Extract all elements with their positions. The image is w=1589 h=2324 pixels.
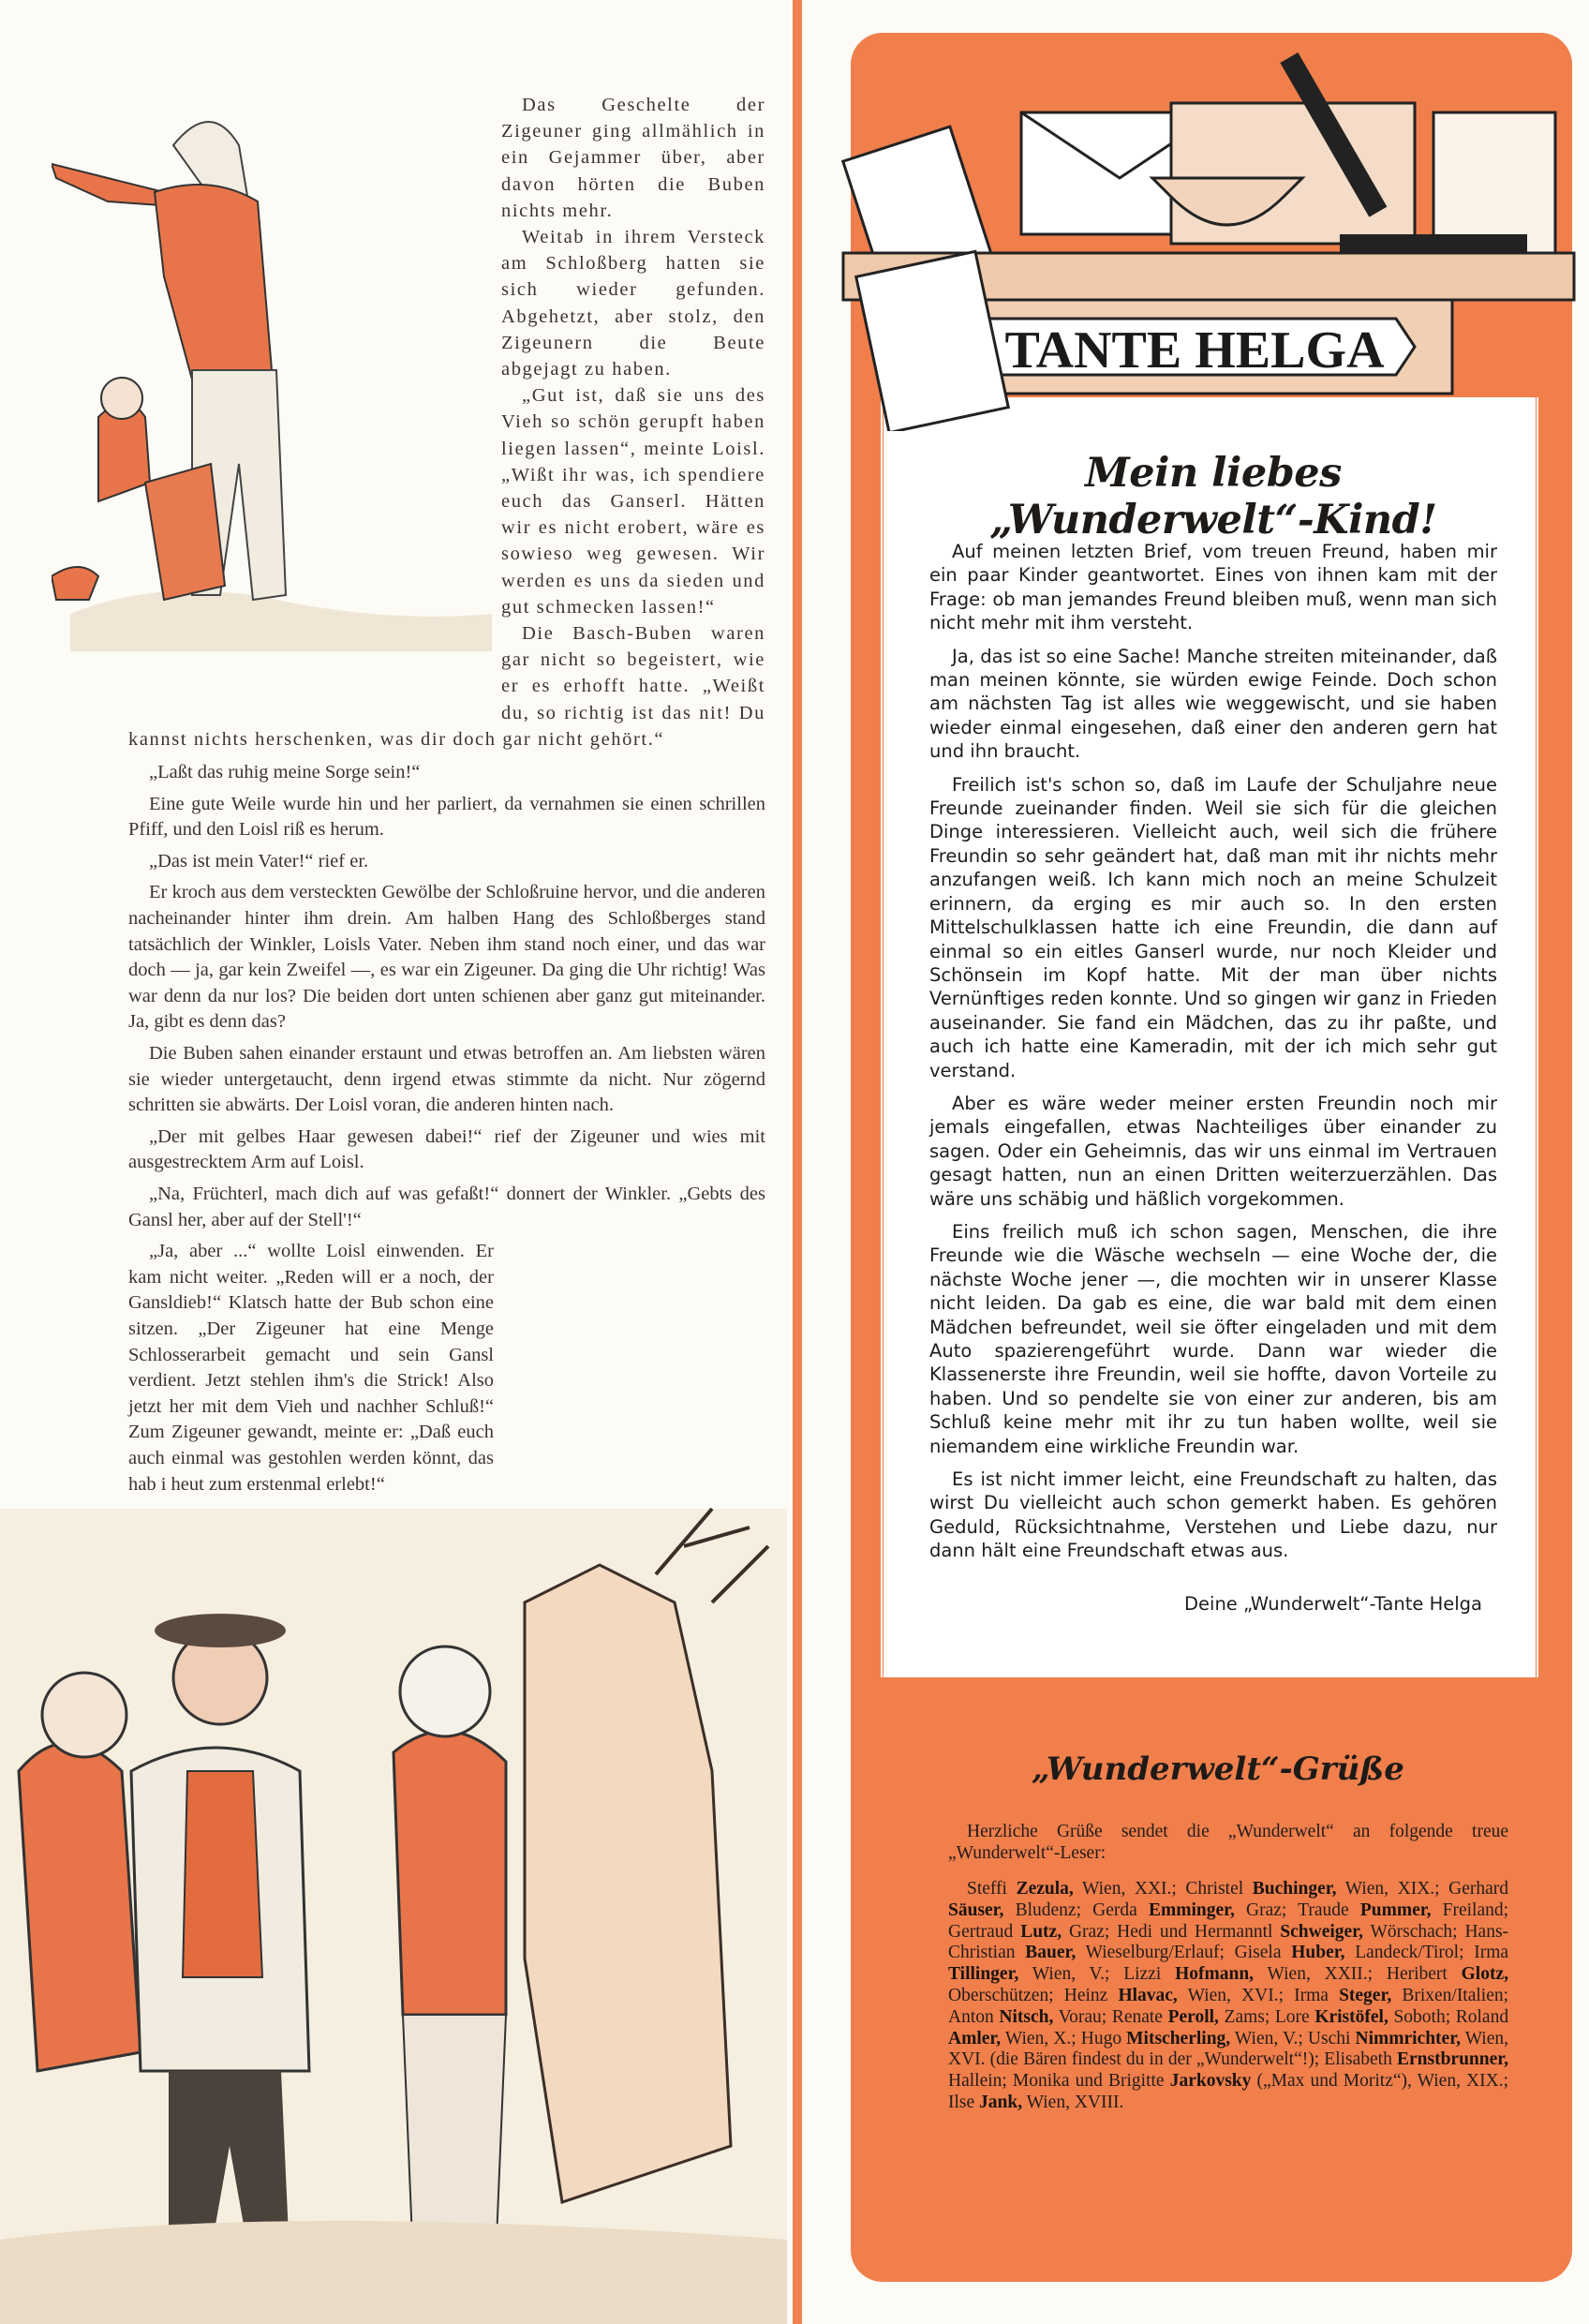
- entry-first-name: Lizzi: [1123, 1964, 1162, 1985]
- greeting-entry: [1092, 1900, 1298, 1920]
- entry-last-name: Nimmrichter,: [1355, 2028, 1461, 2048]
- letter-paragraph: Auf meinen letzten Brief, vom treuen Freund, haben mir ein paar Kinder geantwortet. Eines von ihnen kam mit der Frage: ob man jemandes Freund bleiben muß, wenn man sich nicht mehr mit ihm versteht.: [929, 541, 1497, 634]
- entry-first-name: Christel: [1185, 1879, 1244, 1899]
- entry-last-name: Bauer,: [1025, 1943, 1077, 1963]
- orange-column-divider: [793, 0, 802, 2324]
- entry-last-name: Lutz,: [1020, 1921, 1062, 1942]
- entry-first-name: Heinz: [1063, 1985, 1108, 2005]
- entry-place: Wien, XVIII.: [1026, 2092, 1124, 2112]
- entry-place: Wien, V.;: [1234, 2028, 1303, 2048]
- greeting-entry: [1235, 1943, 1475, 1962]
- story-wide-column: [128, 752, 765, 1497]
- entry-last-name: Nitsch,: [999, 2006, 1054, 2027]
- story-paragraph: „Na, Früchterl, mach dich auf was gefaßt!“ donnert der Winkler. „Gebts des Gansl her, aber auf der Stell'!“: [128, 1183, 765, 1230]
- letter-paragraph: Ja, das ist so eine Sache! Manche streiten miteinander, daß man meinen könnte, sie würden ewige Feinde. Doch schon am nächsten Tag ist alles wie weggewischt, und sie haben wieder einmal eingesehen, daß einer den anderen gern hat und ihn braucht.: [929, 645, 1497, 763]
- story-text: [128, 92, 765, 1503]
- entry-place: Wien, XVI.;: [1187, 1985, 1284, 2005]
- entry-last-name: Tillinger,: [948, 1964, 1019, 1985]
- greeting-entry: [1112, 2007, 1275, 2027]
- entry-first-name: Roland: [1455, 2006, 1509, 2027]
- greeting-entry: [1123, 1964, 1387, 1984]
- greeting-entry: [1117, 1922, 1464, 1942]
- entry-place: Wien, X.;: [1004, 2028, 1077, 2048]
- entry-first-name: Hugo: [1080, 2028, 1122, 2048]
- entry-last-name: Hofmann,: [1175, 1964, 1255, 1985]
- greeting-entry: [1185, 1879, 1448, 1899]
- letter-title: Mein liebes „Wunderwelt“-Kind!: [989, 450, 1437, 544]
- entry-first-name: Uschi: [1307, 2028, 1351, 2048]
- entry-first-name: Elisabeth: [1324, 2049, 1392, 2070]
- story-paragraph: „Der mit gelbes Haar gewesen dabei!“ rief der Zigeuner und wies mit ausgestrecktem Arm auf Loisl.: [128, 1125, 765, 1173]
- greeting-entry: [948, 2007, 1112, 2027]
- entry-first-name: Lore: [1274, 2006, 1310, 2027]
- greeting-entry: [1081, 2029, 1308, 2048]
- letter-paragraph: Es ist nicht immer leicht, eine Freundschaft zu halten, das wirst Du vielleicht auch schon gemerkt haben. Es gehören Geduld, Rücksichtnahme, Verstehen und Liebe dazu, nur dann hält eine Freundschaft etwas aus.: [929, 1468, 1497, 1562]
- entry-place: Zams;: [1224, 2006, 1270, 2027]
- story-paragraph: „Gut ist, daß sie uns des Vieh so schön gerupft haben liegen lassen“, meinte Loisl. „Wißt ihr was, ich spendiere euch das Ganserl. Hätten wir es nicht erobert, wäre es sowieso weg gewesen. Wir werden es uns da sieden und gut schmecken lassen!“: [501, 385, 765, 618]
- letter-signature: Deine „Wunderwelt“-Tante Helga: [1184, 1593, 1482, 1615]
- entry-place: Wörschach;: [1370, 1921, 1458, 1942]
- entry-last-name: Amler,: [948, 2028, 1002, 2048]
- greeting-entry: [1298, 1900, 1508, 1920]
- entry-last-name: Hlavac,: [1118, 1985, 1178, 2005]
- entry-last-name: Pummer,: [1359, 1899, 1432, 1920]
- entry-first-name: Hedi und Hermanntl: [1117, 1921, 1273, 1942]
- entry-last-name: Jank,: [979, 2092, 1023, 2112]
- entry-last-name: Säuser,: [948, 1899, 1004, 1920]
- entry-first-name: Steffi: [967, 1879, 1007, 1899]
- entry-first-name: Monika und Brigitte: [1012, 2071, 1165, 2092]
- entry-first-name: Ilse: [948, 2092, 975, 2112]
- entry-place: Bludenz;: [1015, 1899, 1081, 1920]
- entry-place: Wien, XXI.;: [1082, 1879, 1177, 1899]
- story-paragraph: „Laßt das ruhig meine Sorge sein!“: [149, 762, 421, 783]
- entry-place: Graz;: [1246, 1899, 1287, 1920]
- greeting-entry: [1064, 1986, 1294, 2005]
- story-paragraph: „Das ist mein Vater!“ rief er.: [149, 850, 369, 872]
- entry-place: Soboth;: [1393, 2006, 1451, 2027]
- entry-place: Graz;: [1068, 1921, 1110, 1942]
- entry-place: Vorau;: [1058, 2006, 1107, 2027]
- desk-shelf-illustration: [834, 37, 1583, 431]
- letter-paragraph: Freilich ist's schon so, daß im Laufe der Schuljahre neue Freunde zueinander finden. Weil sie sich für die gleichen Dinge interessieren. Vielleicht auch, weil sich die frühere Freundin so sehr geändert hat, daß man mit ihr nichts mehr anzufangen weiß. Ich kann mich noch an meine Schulzeit erinnern, da erging es mir auch so. In den ersten Mittelschulklassen hatte ich eine Freundin, die dann auf einmal so ein eitles Ganserl wurde, nur noch Kleider und Schönsein im Kopf hatte. Mit der man über nichts Vernünftiges reden konnte. Und so gingen wir ganz in Frieden auseinander. Sie fand ein Mädchen, das zu ihr paßte, und auch ich hatte eine Kameradin, mit der ich mich sehr gut verstand.: [929, 773, 1497, 1081]
- entry-place: Wieselburg/Erlauf;: [1085, 1943, 1225, 1963]
- entry-first-name: Hans-Christian: [948, 1921, 1509, 1963]
- entry-first-name: Irma: [1474, 1943, 1509, 1963]
- greeting-entry: [948, 1922, 1117, 1942]
- greeting-entry: [1275, 2007, 1456, 2027]
- entry-first-name: Traude: [1298, 1899, 1349, 1920]
- greeting-entry: [948, 2093, 1123, 2112]
- greetings-intro: Herzliche Grüße sendet die „Wunderwelt“ an folgende treue „Wunderwelt“-Leser:: [948, 1822, 1508, 1863]
- entry-last-name: Kristöfel,: [1314, 2006, 1389, 2027]
- greeting-entry: [1013, 2071, 1508, 2091]
- letter-paragraph: Aber es wäre weder meiner ersten Freundin noch mir jemals eingefallen, etwas Nachteiliges über einander zu sagen. Oder ein Geheimnis, das wir uns einmal im Vertrauen gesagt hatten, nun an einen Dritten weiterzuerzählen. Das wäre uns schäbig und häßlich vorgekommen.: [929, 1092, 1497, 1210]
- entry-place: („Max und Moritz“), Wien, XIX.;: [1256, 2071, 1508, 2092]
- illustration-winkler-and-boys: [0, 1490, 787, 2324]
- entry-place: Freiland;: [1442, 1899, 1509, 1920]
- entry-last-name: Emminger,: [1148, 1899, 1235, 1920]
- sign-title-text: TANTE HELGA: [1004, 321, 1385, 380]
- entry-first-name: Heribert: [1386, 1964, 1448, 1985]
- entry-place: Landeck/Tirol;: [1355, 1943, 1464, 1963]
- story-paragraph: Die Basch-Buben waren gar nicht so begeistert, wie er es erhofft hatte. „Weißt du, so richtig ist das nit! Du kannst nichts herschenken, was dir doch gar nicht gehört.“: [128, 623, 765, 750]
- entry-place: Hallein;: [948, 2071, 1007, 2092]
- entry-last-name: Steger,: [1339, 1985, 1392, 2005]
- entry-first-name: Renate: [1111, 2006, 1163, 2027]
- entry-place: Wien, XVI. (die Bären findest du in der „Wunderwelt“!);: [948, 2028, 1509, 2070]
- entry-last-name: Buchinger,: [1252, 1879, 1337, 1899]
- entry-first-name: Gerhard: [1448, 1879, 1509, 1899]
- entry-first-name: Anton: [948, 2006, 994, 2027]
- entry-first-name: Gisela: [1234, 1943, 1282, 1963]
- entry-place: Oberschützen;: [948, 1985, 1054, 2005]
- greeting-entry: [967, 1879, 1185, 1899]
- entry-last-name: Ernstbrunner,: [1396, 2049, 1509, 2070]
- entry-last-name: Jarkovsky: [1169, 2071, 1252, 2092]
- letter-body: [929, 540, 1497, 1572]
- greetings-list: [948, 1879, 1508, 2114]
- entry-last-name: Schweiger,: [1280, 1921, 1363, 1942]
- entry-place: Wien, XIX.;: [1344, 1879, 1440, 1899]
- entry-last-name: Mitscherling,: [1126, 2028, 1231, 2048]
- illustration-wrap-space: [128, 92, 501, 722]
- entry-last-name: Glotz,: [1461, 1964, 1508, 1985]
- entry-last-name: Zezula,: [1016, 1879, 1074, 1899]
- story-paragraph: Er kroch aus dem versteckten Gewölbe der Schloßruine hervor, und die anderen nacheinander hinter ihm drein. Am halben Hang des Schloßberges stand tatsächlich der Winkler, Loisls Vater. Neben ihm stand noch einer, und das war doch — ja, gar kein Zweifel —, es war ein Zigeuner. Da ging die Uhr richtig! Was war denn da nur los? Die beiden dort unten schienen aber ganz gut miteinander. Ja, gibt es denn das?: [128, 882, 765, 1033]
- story-paragraph: Weitab in ihrem Versteck am Schloßberg hatten sie sich wieder gefunden. Abgehetzt, aber stolz, den Zigeunern die Beute abgejagt zu haben.: [501, 227, 765, 380]
- greeting-entry: [1294, 1986, 1508, 2005]
- entry-first-name: Gerda: [1092, 1899, 1137, 1920]
- greetings-title: „Wunderwelt“-Grüße: [1032, 1750, 1404, 1788]
- entry-last-name: Huber,: [1291, 1943, 1345, 1963]
- entry-place: Wien, V.;: [1032, 1964, 1110, 1985]
- entry-place: Wien, XXII.;: [1267, 1964, 1374, 1985]
- entry-first-name: Gertraud: [948, 1921, 1014, 1942]
- entry-place: Brixen/Italien;: [1402, 1985, 1509, 2005]
- entry-last-name: Peroll,: [1167, 2006, 1219, 2027]
- entry-first-name: Irma: [1294, 1985, 1329, 2005]
- letter-paragraph: Eins freilich muß ich schon sagen, Menschen, die ihre Freunde wie die Wäsche wechseln — eine Woche der, die nächste Woche jener —, die mochten wir in unserer Klasse nicht leiden. Da gab es eine, die war bald mit dem einen Mädchen befreundet, weil sie öfter eingeladen und mit dem Auto spazierengeführt wurde. Dann war wieder die Klassenerste ihre Freundin, weil sie hoffte, davon Vorteile zu haben. Und so pendelte sie von einer zur anderen, bis am Schluß keine mehr mit ihr zu tun haben wollte, weil sie niemandem eine wirkliche Freundin war.: [929, 1220, 1497, 1457]
- story-paragraph: Das Geschelte der Zigeuner ging allmählich in ein Gejammer über, aber davon hörten die Buben nichts mehr.: [501, 95, 765, 221]
- story-paragraph: „Ja, aber ...“ wollte Loisl einwenden. Er kam nicht weiter. „Reden will er a noch, der Gansldieb!“ Klatsch hatte der Bub schon eine sitzen. „Der Zigeuner hat eine Menge Schlosserarbeit gemacht und sein Gansl verdient. Jetzt stehlen ihm's die Strick! Also jetzt her mit dem Vieh und nachher Schluß!“ Zum Zigeuner gewandt, meinte er: „Daß euch auch einmal was gestohlen werden könnt, das hab i heut zum erstenmal erlebt!“: [128, 1241, 494, 1495]
- story-paragraph: Eine gute Weile wurde hin und her parliert, da vernahmen sie einen schrillen Pfiff, und den Loisl riß es herum.: [128, 793, 765, 841]
- story-paragraph: Die Buben sahen einander erstaunt und etwas betroffen an. Am liebsten wären sie wieder untergetaucht, denn irgend etwas stimmte da nicht. Nur zögernd schritten sie abwärts. Der Loisl voran, die anderen hinten nach.: [128, 1043, 765, 1116]
